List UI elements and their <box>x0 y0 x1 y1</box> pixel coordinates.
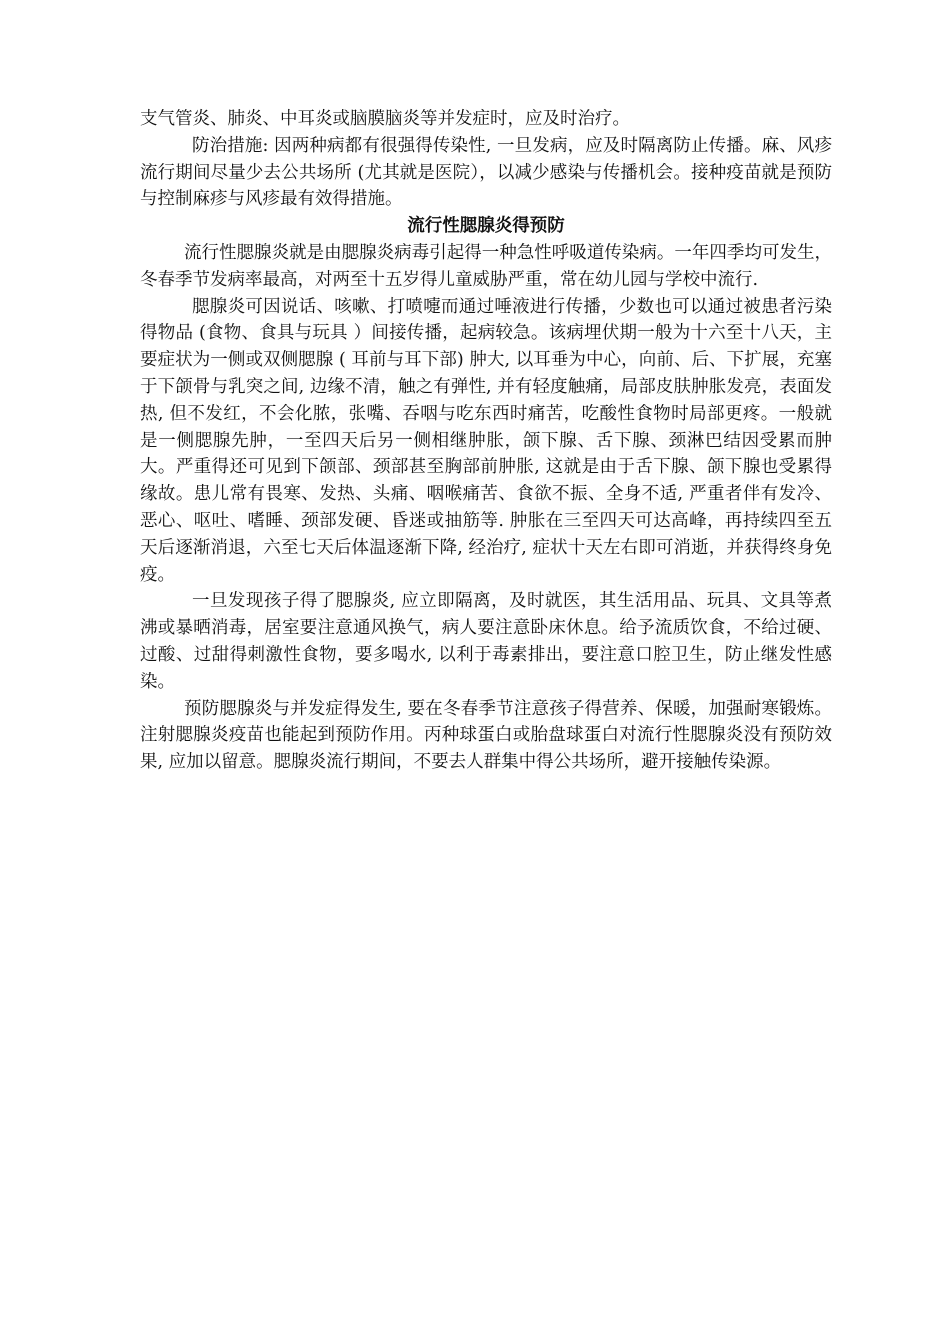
paragraph-mumps-prevention: 预防腮腺炎与并发症得发生, 要在冬春季节注意孩子得营养、保暖，加强耐寒锻炼。注射腮腺炎疫苗也能起到预防作用。丙种球蛋白或胎盘球蛋白对流行性腮腺炎没有预防效果, 应加以留意。腮腺炎流行期间，不要去人群集中得公共场所，避开接触传染源。 <box>140 698 832 773</box>
document-page <box>140 106 832 776</box>
paragraph-mumps-symptoms: 腮腺炎可因说话、咳嗽、打喷嚏而通过唾液进行传播，少数也可以通过被患者污染得物品 (食物、食具与玩具 ）间接传播，起病较急。该病埋伏期一般为十六至十八天，主要症状为一侧或双侧腮腺 ( 耳前与耳下部) 肿大, 以耳垂为中心，向前、后、下扩展，充塞于下颌骨与乳突之间, 边缘不清，触之有弹性, 并有轻度触痛，局部皮肤肿胀发亮，表面发热, 但不发红，不会化脓，张嘴、吞咽与吃东西时痛苦，吃酸性食物时局部更疼。一般就是一侧腮腺先肿，一至四天后另一侧相继肿胀，颌下腺、舌下腺、颈淋巴结因受累而肿大。严重得还可见到下颌部、颈部甚至胸部前肿胀, 这就是由于舌下腺、颌下腺也受累得缘故。患儿常有畏寒、发热、头痛、咽喉痛苦、食欲不振、全身不适, 严重者伴有发冷、恶心、呕吐、嗜睡、颈部发硬、昏迷或抽筋等. 肿胀在三至四天可达高峰，再持续四至五天后逐渐消退，六至七天后体温逐渐下降, 经治疗, 症状十天左右即可消逝，并获得终身免疫。 <box>140 296 832 585</box>
paragraph-mumps-care: 一旦发现孩子得了腮腺炎, 应立即隔离，及时就医，其生活用品、玩具、文具等煮沸或暴晒消毒，居室要注意通风换气，病人要注意卧床休息。给予流质饮食，不给过硬、 过酸、过甜得刺激性食物，要多喝水, 以利于毒素排出，要注意口腔卫生，防止继发性感染。 <box>140 591 832 692</box>
paragraph-prevention-measures: 防治措施: 因两种病都有很强得传染性, 一旦发病，应及时隔离防止传播。麻、风疹流行期间尽量少去公共场所 (尤其就是医院），以减少感染与传播机会。接种疫苗就是预防与控制麻疹与风疹最有效得措施。 <box>140 135 832 210</box>
paragraph-complications: 支气管炎、肺炎、中耳炎或脑膜脑炎等并发症时，应及时治疗。 <box>140 109 630 129</box>
section-heading: 流行性腮腺炎得预防 <box>407 216 565 237</box>
paragraph-mumps-intro: 流行性腮腺炎就是由腮腺炎病毒引起得一种急性呼吸道传染病。一年四季均可发生，冬春季节发病率最高，对两至十五岁得儿童威胁严重，常在幼儿园与学校中流行. <box>140 242 832 290</box>
